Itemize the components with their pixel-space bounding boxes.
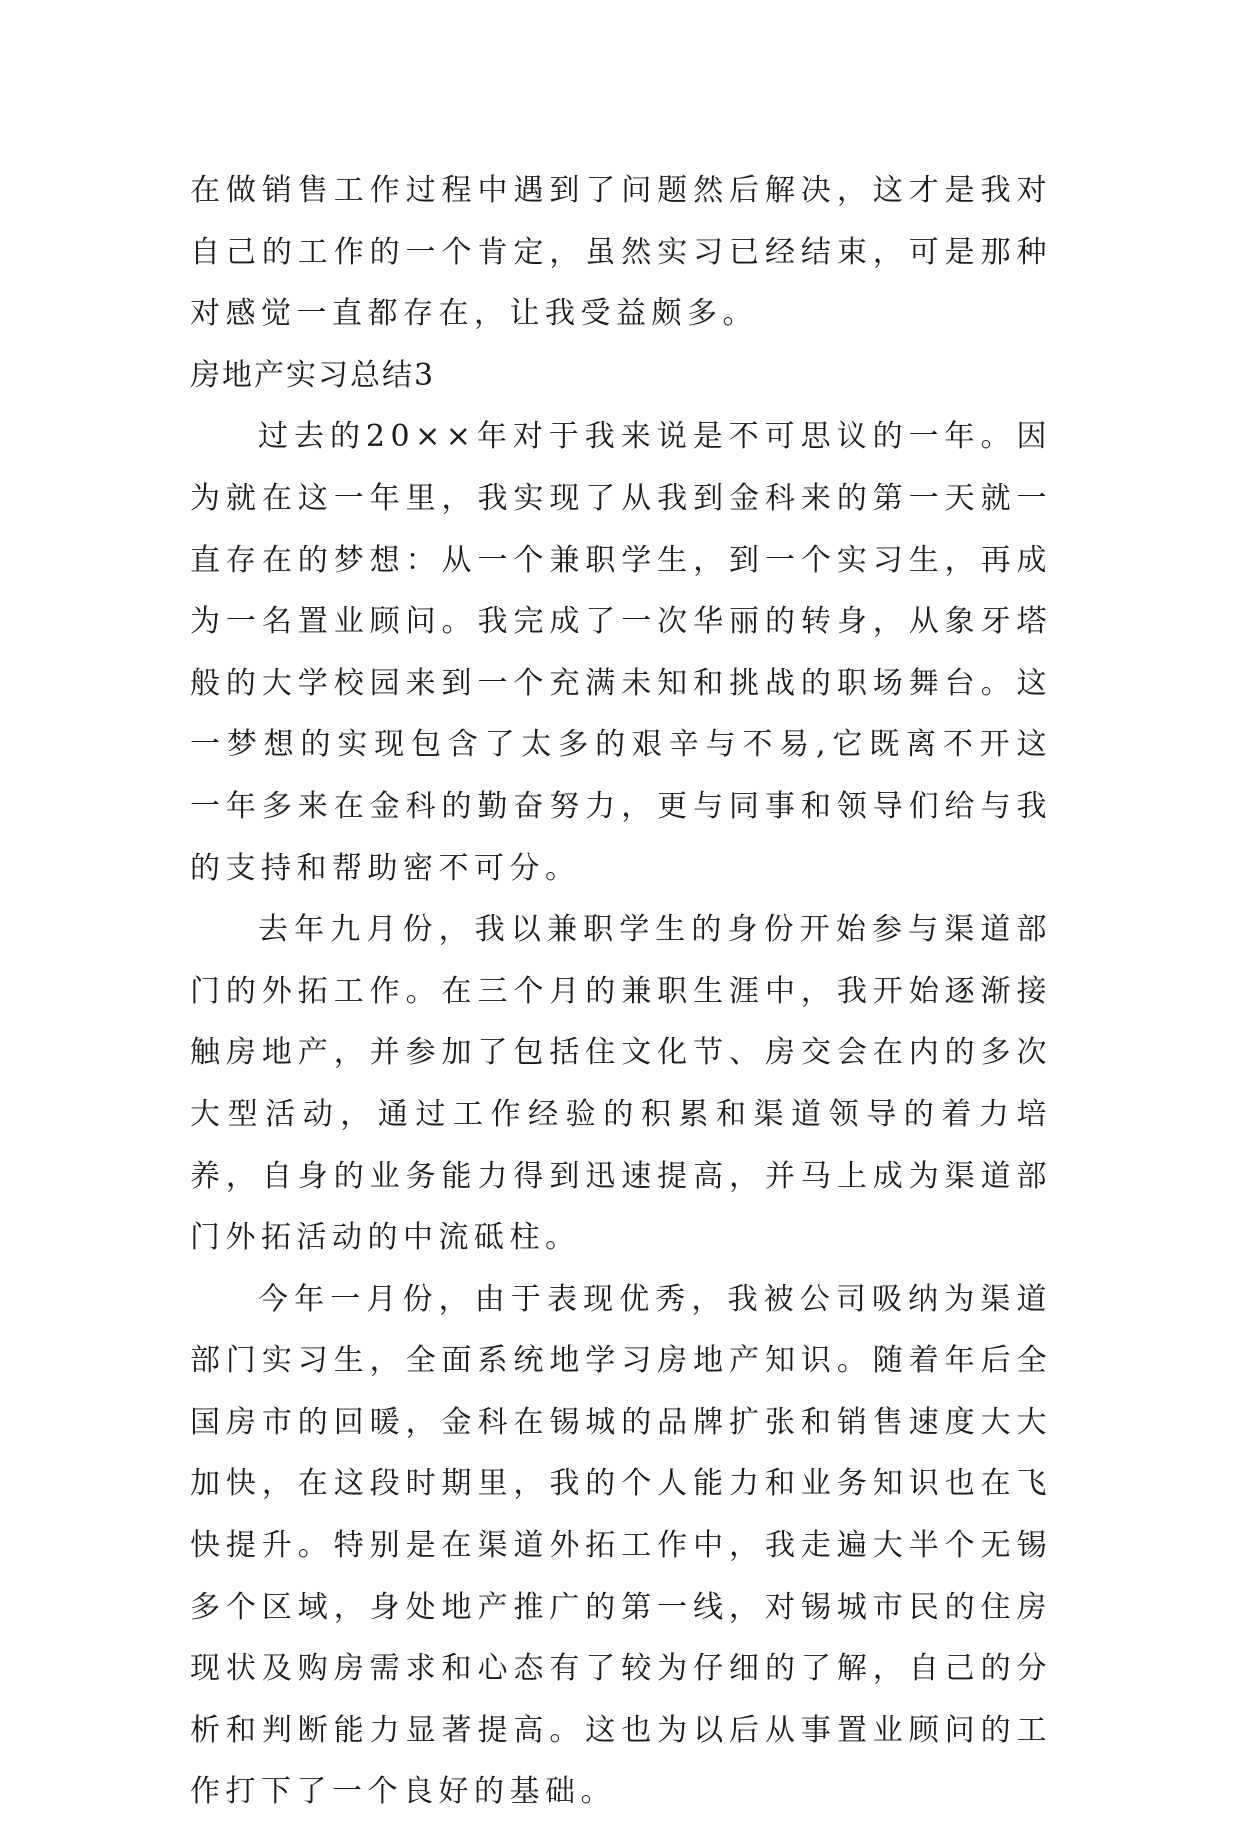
paragraph-continuation: 在做销售工作过程中遇到了问题然后解决，这才是我对自己的工作的一个肯定，虽然实习已经结束，可是那种对感觉一直都存在，让我受益颇多。 [190,173,1052,332]
section-heading: 房地产实习总结3 [190,357,436,393]
paragraph-2: 去年九月份，我以兼职学生的身份开始参与渠道部门的外拓工作。在三个月的兼职生涯中，我开始逐渐接触房地产，并参加了包括住文化节、房交会在内的多次大型活动，通过工作经验的积累和渠道领导的着力培养，自身的业务能力得到迅速提高，并马上成为渠道部门外拓活动的中流砥柱。 [190,912,1052,1256]
paragraph-1: 过去的20××年对于我来说是不可思议的一年。因为就在这一年里，我实现了从我到金科来的第一天就一直存在的梦想：从一个兼职学生，到一个实习生，再成为一名置业顾问。我完成了一次华丽的转身，从象牙塔般的大学校园来到一个充满未知和挑战的职场舞台。这一梦想的实现包含了太多的艰辛与不易,它既离不开这一年多来在金科的勤奋努力，更与同事和领导们给与我的支持和帮助密不可分。 [190,419,1052,886]
paragraph-3: 今年一月份，由于表现优秀，我被公司吸纳为渠道部门实习生，全面系统地学习房地产知识。随着年后全国房市的回暖，金科在锡城的品牌扩张和销售速度大大加快，在这段时期里，我的个人能力和业务知识也在飞快提升。特别是在渠道外拓工作中，我走遍大半个无锡多个区域，身处地产推广的第一线，对锡城市民的住房现状及购房需求和心态有了较为仔细的了解，自己的分析和判断能力显著提高。这也为以后从事置业顾问的工作打下了一个良好的基础。 [190,1281,1052,1810]
document-page [190,160,1052,1823]
